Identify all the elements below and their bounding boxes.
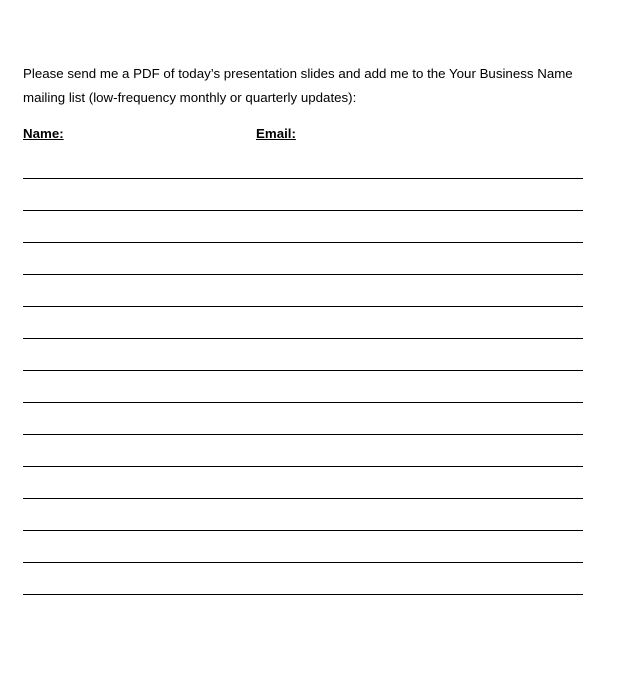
signup-line xyxy=(23,242,583,243)
signup-line xyxy=(23,434,583,435)
signup-line xyxy=(23,338,583,339)
intro-text: Please send me a PDF of today’s presentation slides and add me to the Your Business Name mailing list (low-frequency monthly or quarterly updates): xyxy=(23,66,573,105)
signup-line xyxy=(23,498,583,499)
signup-line xyxy=(23,306,583,307)
signup-sheet xyxy=(23,0,583,694)
name-column-header: Name: xyxy=(23,126,64,141)
signup-line xyxy=(23,210,583,211)
signup-line xyxy=(23,274,583,275)
signup-line xyxy=(23,466,583,467)
signup-line xyxy=(23,562,583,563)
signup-line xyxy=(23,370,583,371)
signup-line xyxy=(23,178,583,179)
signup-line xyxy=(23,402,583,403)
signup-line xyxy=(23,530,583,531)
email-column-header: Email: xyxy=(256,126,296,141)
signup-line xyxy=(23,594,583,595)
